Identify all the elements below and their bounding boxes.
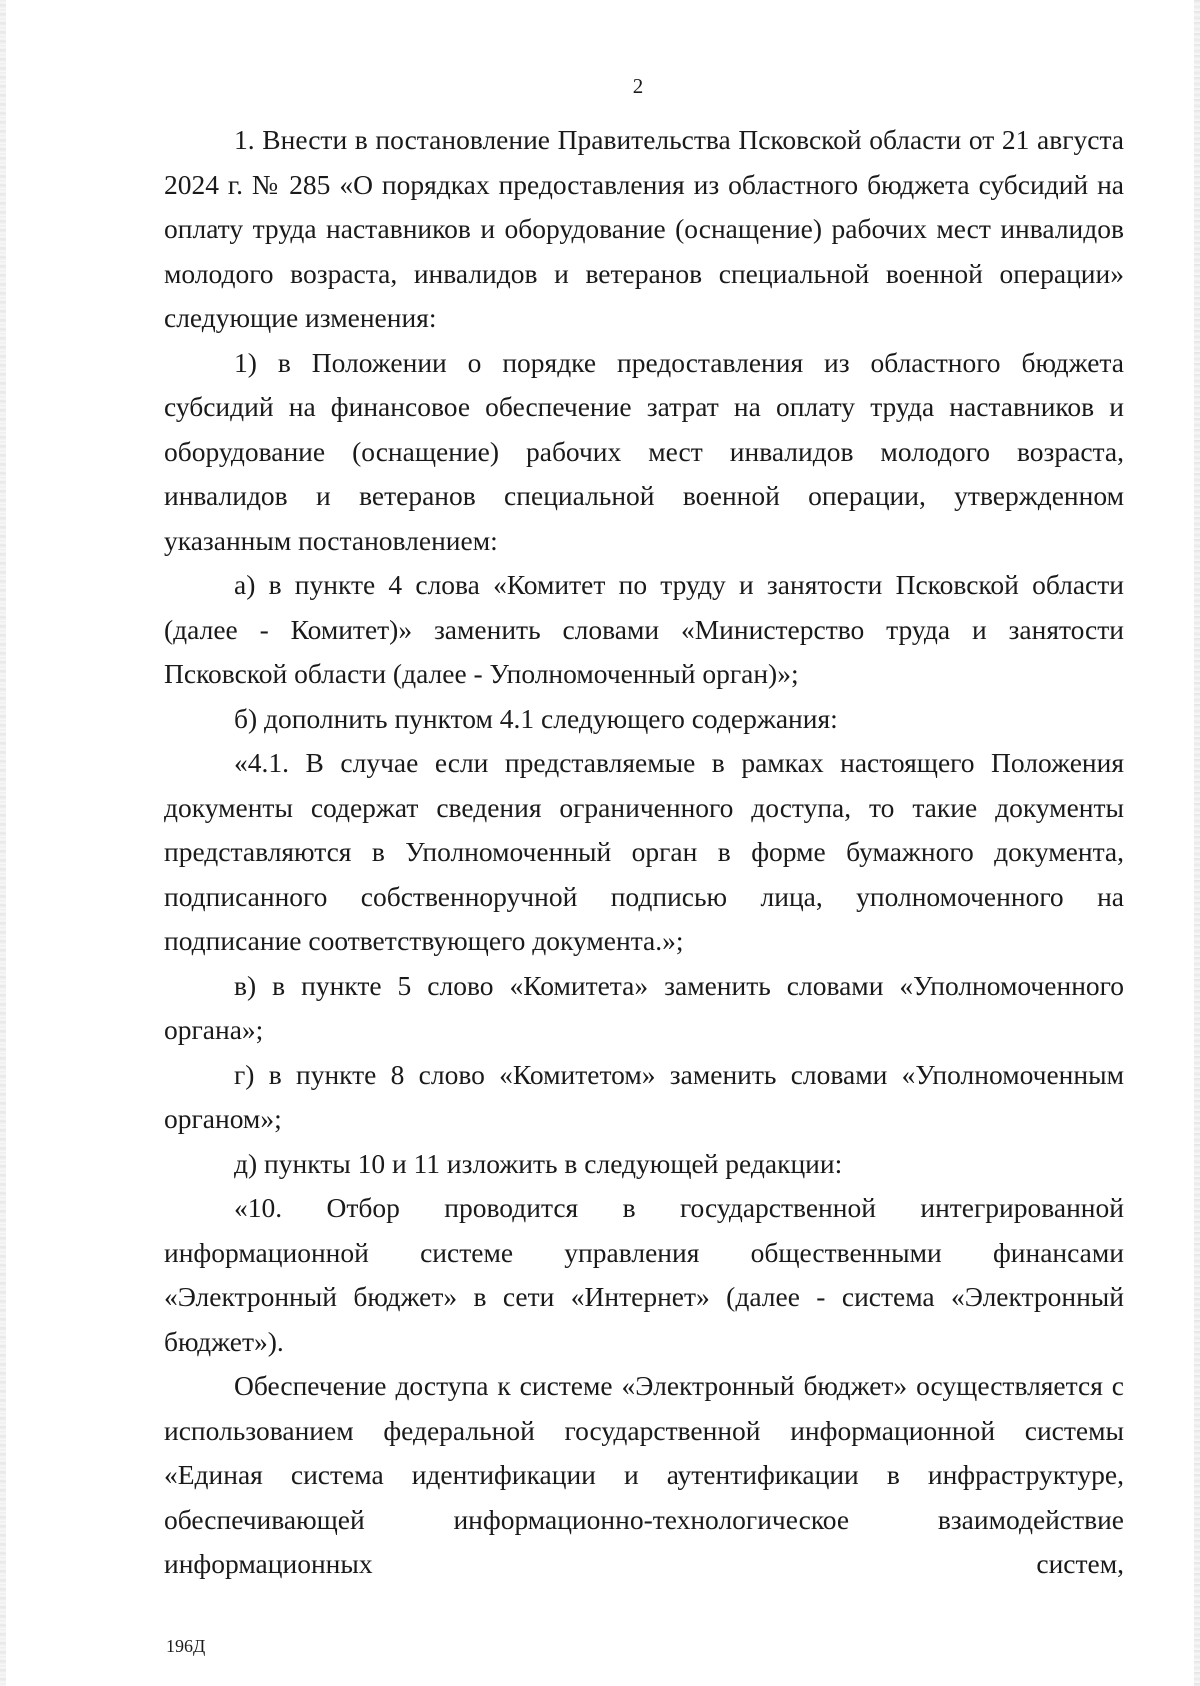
paragraph-10: Обеспечение доступа к системе «Электронный бюджет» осуществляется с использованием федеральной государственной информационной системы «Единая система идентификации и аутентификации в инфраструктуре, обеспечивающей информационно-технологическое взаимодействие информационных систем,: [164, 1370, 1124, 1579]
paragraph-5: «4.1. В случае если представляемые в рамках настоящего Положения документы содержат сведения ограниченного доступа, то такие документы представляются в Уполномоченный орган в форме бумажного документа, подписанного собственноручной подписью лица, уполномоченного на подписание соответствующего документа.»;: [164, 747, 1124, 956]
paragraph-1: 1. Внести в постановление Правительства Псковской области от 21 августа 2024 г. № 285 «О порядках предоставления из областного бюджета субсидий на оплату труда наставников и оборудование (оснащение) рабочих мест инвалидов молодого возраста, инвалидов и ветеранов специальной военной операции» следующие изменения:: [164, 124, 1124, 333]
document-code: 196Д: [166, 1636, 206, 1656]
paragraph-3: а) в пункте 4 слова «Комитет по труду и занятости Псковской области (далее - Комитет)» заменить словами «Министерство труда и занятости Псковской области (далее - Уполномоченный орган)»;: [164, 569, 1124, 689]
paragraph-6: в) в пункте 5 слово «Комитета» заменить словами «Уполномоченного органа»;: [164, 969, 1124, 1045]
paragraph-8: д) пункты 10 и 11 изложить в следующей редакции:: [234, 1147, 843, 1179]
scan-edge-left: [0, 0, 6, 1686]
paragraph-7: г) в пункте 8 слово «Комитетом» заменить словами «Уполномоченным органом»;: [164, 1058, 1124, 1134]
paragraph-9: «10. Отбор проводится в государственной интегрированной информационной системе управления общественными финансами «Электронный бюджет» в сети «Интернет» (далее - система «Электронный бюджет»).: [164, 1192, 1124, 1357]
paragraph-2: 1) в Положении о порядке предоставления из областного бюджета субсидий на финансовое обеспечение затрат на оплату труда наставников и оборудование (оснащение) рабочих мест инвалидов молодого возраста, инвалидов и ветеранов специальной военной операции, утвержденном указанным постановлением:: [164, 346, 1124, 556]
scan-edge-right: [1194, 0, 1200, 1686]
paragraph-4: б) дополнить пунктом 4.1 следующего содержания:: [234, 702, 838, 734]
page-number: 2: [632, 74, 644, 98]
document-body: [164, 118, 1124, 1587]
